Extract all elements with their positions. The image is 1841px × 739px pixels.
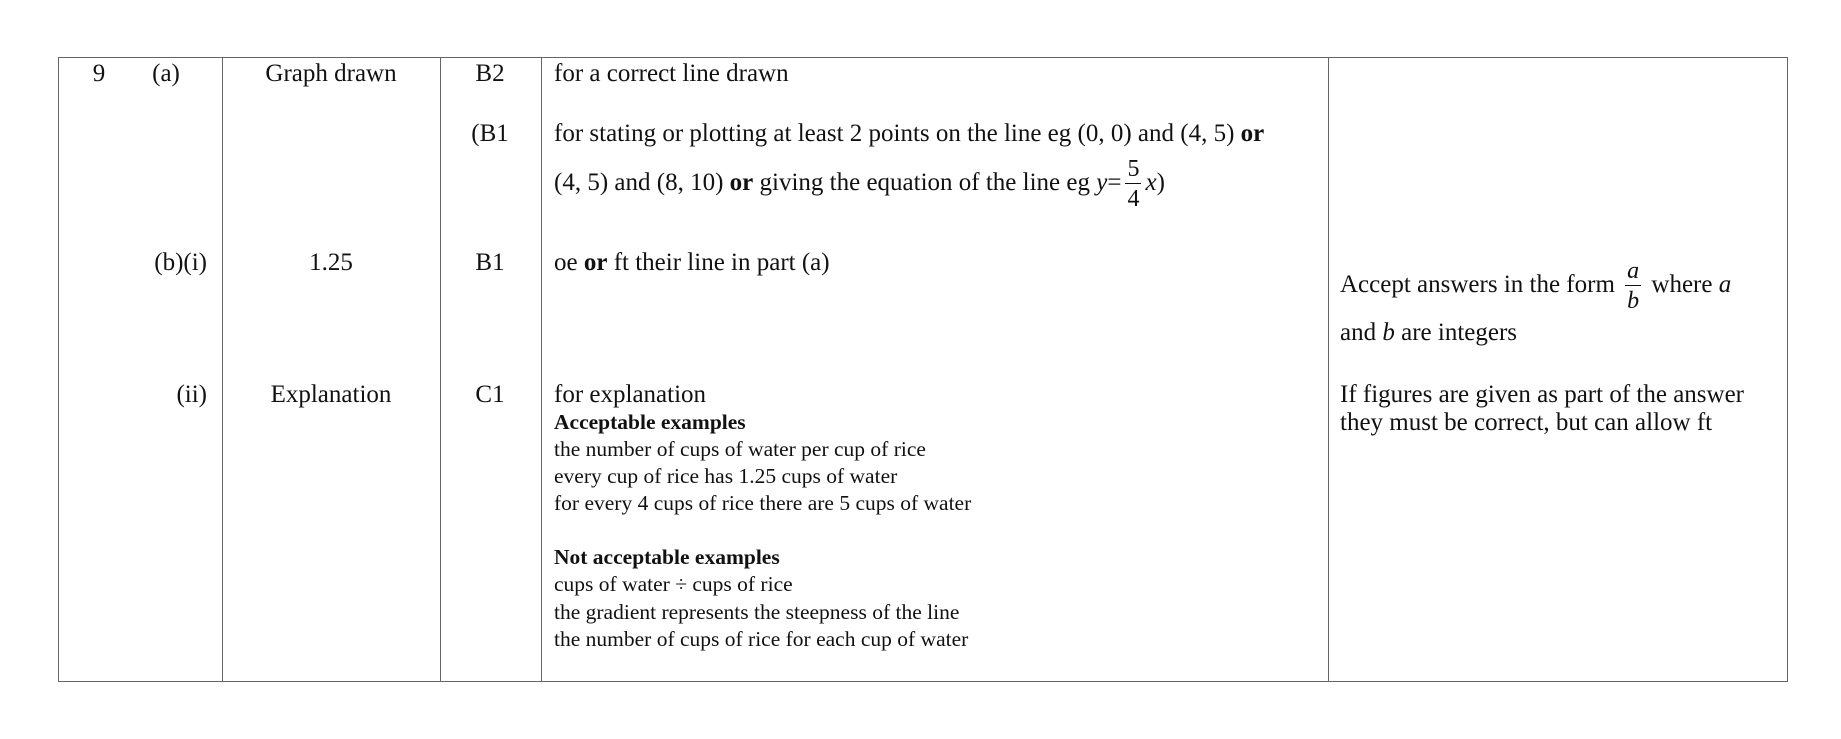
scheme-bi-line	[554, 248, 830, 278]
mark-a-b1: (B1	[471, 120, 509, 147]
not-acceptable-example: the number of cups of rice for each cup of water	[554, 627, 969, 651]
mark-scheme-table	[58, 57, 1788, 682]
guidance-bi-line1	[1340, 255, 1731, 315]
scheme-bi-or: or	[583, 249, 608, 276]
part-bi-label: (b)(i)	[154, 249, 207, 276]
acceptable-example: the number of cups of water per cup of rice	[554, 437, 926, 461]
scheme-a-b1-text3: giving the equation of the line eg	[759, 169, 1090, 196]
scheme-ii-intro: for explanation	[554, 381, 707, 408]
guidance-bi-text3: and	[1340, 319, 1377, 346]
mark-bi: B1	[475, 249, 505, 276]
mark-a-b2: B2	[475, 60, 505, 87]
scheme-a-b1-line2	[554, 154, 1165, 212]
scheme-bi-rest: ft their line in part (a)	[613, 249, 830, 276]
acceptable-example: every cup of rice has 1.25 cups of water	[554, 464, 898, 488]
scheme-bi-oe: oe	[554, 249, 578, 276]
part-a-label: (a)	[152, 60, 180, 87]
column-divider-guidance	[1328, 57, 1329, 682]
mark-ii: C1	[475, 381, 505, 408]
guidance-bi-text2: where	[1651, 271, 1713, 298]
equation-fraction	[1125, 157, 1141, 211]
guidance-ii-line1: If figures are given as part of the answer	[1340, 381, 1744, 408]
guidance-fraction-denominator: b	[1627, 288, 1640, 315]
acceptable-heading-text: Acceptable examples	[554, 410, 746, 434]
acceptable-heading	[554, 409, 746, 436]
guidance-ii-line2: they must be correct, but can allow ft	[1340, 409, 1713, 436]
guidance-bi-var-a: a	[1718, 271, 1732, 298]
scheme-a-b1-text2: (4, 5) and (8, 10)	[554, 169, 724, 196]
not-acceptable-example: cups of water ÷ cups of rice	[554, 572, 793, 596]
scheme-or-2: or	[729, 169, 754, 196]
equation-numerator: 5	[1127, 156, 1140, 183]
not-acceptable-heading	[554, 544, 780, 571]
guidance-bi-text1: Accept answers in the form	[1340, 271, 1615, 298]
question-number: 9	[92, 60, 106, 87]
answer-a: Graph drawn	[265, 60, 397, 87]
column-divider-scheme	[541, 57, 542, 682]
guidance-bi-var-b: b	[1382, 319, 1395, 346]
answer-bi: 1.25	[309, 249, 353, 276]
scheme-a-b1-line1	[554, 119, 1264, 149]
scheme-a-b1-text1: for stating or plotting at least 2 points on the line eg (0, 0) and (4, 5)	[554, 120, 1235, 147]
column-divider-answer	[222, 57, 223, 682]
scheme-or-1: or	[1240, 120, 1265, 147]
guidance-bi-line2	[1340, 318, 1517, 348]
equation-close: )	[1156, 169, 1165, 196]
part-ii-label: (ii)	[176, 381, 207, 408]
column-divider-mark	[440, 57, 441, 682]
scheme-a-line: for a correct line drawn	[554, 60, 789, 87]
equation-y: y	[1096, 169, 1108, 196]
guidance-fraction-numerator: a	[1627, 258, 1640, 285]
equation-equals: =	[1107, 169, 1122, 196]
acceptable-example: for every 4 cups of rice there are 5 cups of water	[554, 491, 972, 515]
not-acceptable-heading-text: Not acceptable examples	[554, 545, 780, 569]
equation-denominator: 4	[1127, 186, 1140, 213]
guidance-fraction	[1625, 259, 1641, 313]
answer-ii: Explanation	[270, 381, 392, 408]
equation-x: x	[1145, 169, 1157, 196]
not-acceptable-example: the gradient represents the steepness of the line	[554, 600, 960, 624]
guidance-bi-text4: are integers	[1401, 319, 1518, 346]
